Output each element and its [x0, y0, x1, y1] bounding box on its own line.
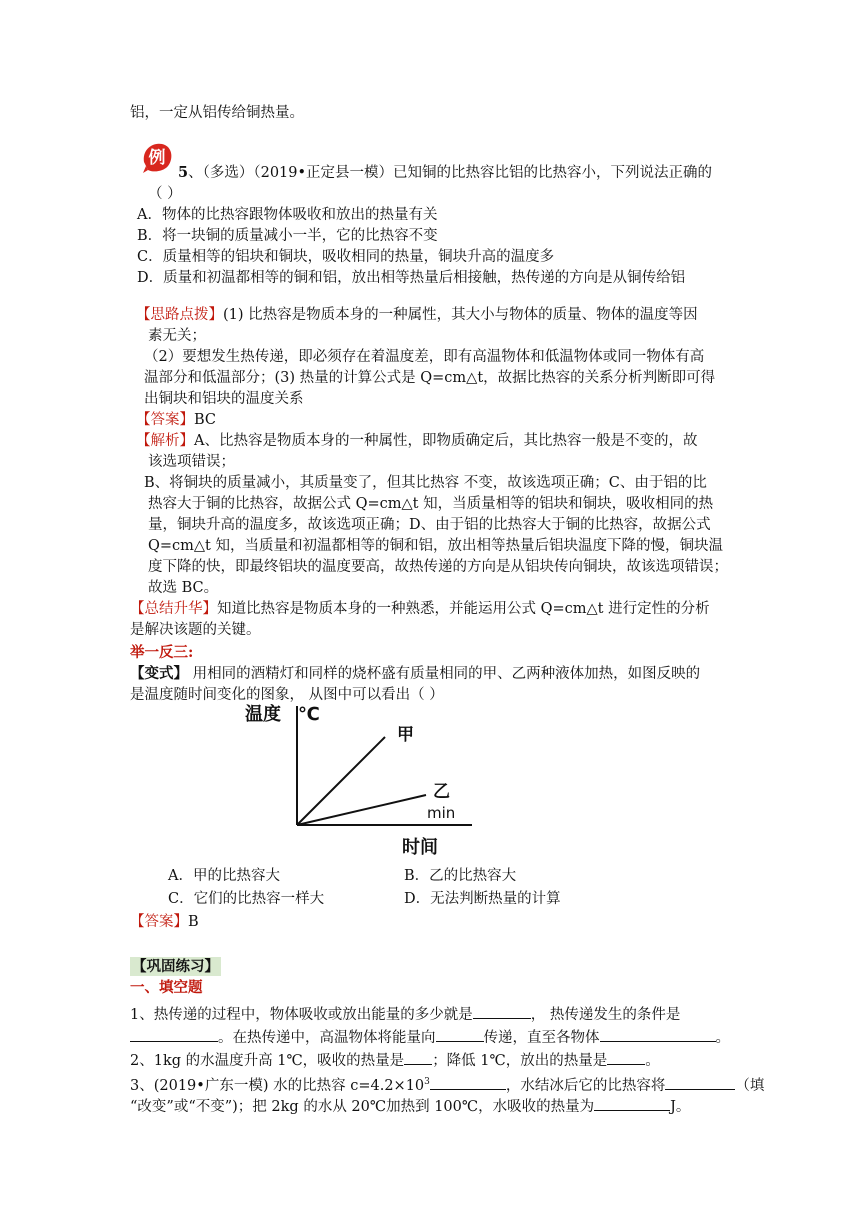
variant-answer-value: B [188, 914, 199, 930]
hint-label: 【思路点拨】 [136, 307, 223, 323]
intro-tail: 铝，一定从铝传给铜热量。 [130, 105, 304, 121]
blank-9[interactable] [594, 1095, 670, 1111]
blank-2[interactable] [130, 1026, 218, 1042]
example-option-d: D．质量和初温都相等的铜和铝，放出相等热量后相接触，热传递的方向是从铜传给铝 [137, 270, 686, 286]
example-paren: （ ） [148, 186, 182, 202]
hint-line-3: （2）要想发生热传递，即必须存在着温度差，即有高温物体和低温物体或同一物体有高 [144, 349, 705, 365]
question-1-line-2: 。在热传递中，高温物体将能量向 传递，直至各物体 。 [130, 1026, 730, 1048]
question-1-line-1: 1、热传递的过程中，物体吸收或放出能量的多少就是 ， 热传递发生的条件是 [130, 1003, 680, 1025]
question-2: 2、1kg 的水温度升高 1℃，吸收的热量是 ；降低 1℃，放出的热量是 。 [130, 1049, 660, 1071]
example-question [178, 163, 712, 183]
example-number: 5 [178, 164, 189, 181]
hint-line-2: 素无关； [148, 328, 206, 344]
x-axis-label: 时间 [402, 837, 438, 858]
variant-option-c: C．它们的比热容一样大 [168, 891, 325, 907]
y-axis-label: 温度 [245, 704, 281, 725]
answer-value: BC [194, 412, 217, 428]
explain-label: 【解析】 [136, 433, 194, 449]
y-axis-unit: ℃ [298, 704, 320, 725]
explain-line-1: 【解析】A、比热容是物质本身的一种属性，即物质确定后，其比热容一般是不变的，故 [136, 433, 698, 449]
explain-line-4: 热容大于铜的比热容，故据公式 Q=cm△t 知，当质量相等的铝块和铜块，吸收相同的热 [148, 496, 714, 512]
explain-line-8: 故选 BC。 [148, 580, 219, 596]
explain-line-3: B、将铜块的质量减小，其质量变了，但其比热容 不变，故该选项正确；C、由于铝的比 [144, 475, 707, 491]
variant-label: 【变式】 [130, 665, 188, 682]
variant-option-b: B．乙的比热容大 [404, 868, 517, 884]
variant-option-d: D．无法判断热量的计算 [404, 891, 561, 907]
blank-5[interactable] [404, 1049, 432, 1065]
explain-line-6: Q=cm△t 知，当质量和初温都相等的铜和铝，放出相等热量后铝块温度下降的慢，铜块温 [148, 538, 723, 554]
summary-label: 【总结升华】 [130, 601, 217, 617]
blank-3[interactable] [436, 1026, 484, 1042]
series-jia-label: 甲 [397, 725, 414, 745]
explain-line-5: 量，铜块升高的温度多，故该选项正确；D、由于铝的比热容大于铜的比热容，故据公式 [148, 517, 711, 533]
example-option-c: C．质量相等的铝块和铜块，吸收相同的热量，铜块升高的温度多 [137, 249, 555, 265]
hint-line-4: 温部分和低温部分；(3) 热量的计算公式是 Q=cm△t，故据比热容的关系分析判断即可得 [144, 370, 716, 386]
example-badge-icon [140, 140, 174, 174]
practice-title: 【巩固练习】 [132, 958, 219, 975]
x-axis-unit: min [427, 804, 456, 822]
temperature-time-graph [240, 690, 480, 860]
blank-8[interactable] [665, 1074, 735, 1090]
explain-line-2: 该选项错误； [148, 454, 235, 470]
variant-line-2: 是温度随时间变化的图象， 从图中可以看出（ ） [130, 687, 444, 703]
series-yi-label: 乙 [433, 782, 450, 802]
variant-line-1: 【变式】 用相同的酒精灯和同样的烧杯盛有质量相同的甲、乙两种液体加热，如图反映的 [130, 665, 701, 682]
example-option-b: B．将一块铜的质量减小一半，它的比热容不变 [137, 228, 438, 244]
summary-line-1: 【总结升华】知道比热容是物质本身的一种熟悉，并能运用公式 Q=cm△t 进行定性的分析 [130, 601, 710, 617]
blank-1[interactable] [473, 1003, 531, 1019]
hint-line-1: 【思路点拨】(1) 比热容是物质本身的一种属性，其大小与物体的质量、物体的温度等因 [136, 307, 698, 323]
example-option-a: A．物体的比热容跟物体吸收和放出的热量有关 [137, 207, 438, 223]
blank-4[interactable] [600, 1026, 716, 1042]
example-badge-text: 例 [148, 148, 166, 168]
explain-line-7: 度下降的快，即最终铝块的温度要高，故热传递的方向是从铝块传向铜块，故该选项错误； [148, 559, 728, 575]
variant-option-a: A．甲的比热容大 [168, 868, 280, 884]
summary-line-2: 是解决该题的关键。 [130, 622, 261, 638]
variant-heading: 举一反三: [130, 644, 194, 661]
series-yi-line [297, 795, 426, 825]
hint-line-5: 出铜块和铝块的温度关系 [144, 391, 304, 407]
question-3-line-2: “改变”或“不变”)；把 2kg 的水从 20℃加热到 100℃，水吸收的热量为 J。 [130, 1095, 690, 1117]
answer-line [136, 410, 216, 430]
example-question-text: 、（多选）（2019•正定县一模）已知铜的比热容比铝的比热容小，下列说法正确的 [188, 165, 713, 181]
series-jia-line [297, 737, 385, 825]
practice-section: 一、填空题 [130, 979, 203, 996]
answer-label: 【答案】 [136, 412, 194, 428]
variant-answer-label: 【答案】 [130, 914, 188, 930]
blank-7[interactable] [430, 1074, 506, 1090]
variant-answer-line [130, 912, 199, 932]
question-3-line-1: 3、(2019•广东一模) 水的比热容 $c=4.2\times 10^3$ ，水结冰后它的比热容将 （填 [130, 1072, 764, 1096]
blank-6[interactable] [607, 1049, 645, 1065]
